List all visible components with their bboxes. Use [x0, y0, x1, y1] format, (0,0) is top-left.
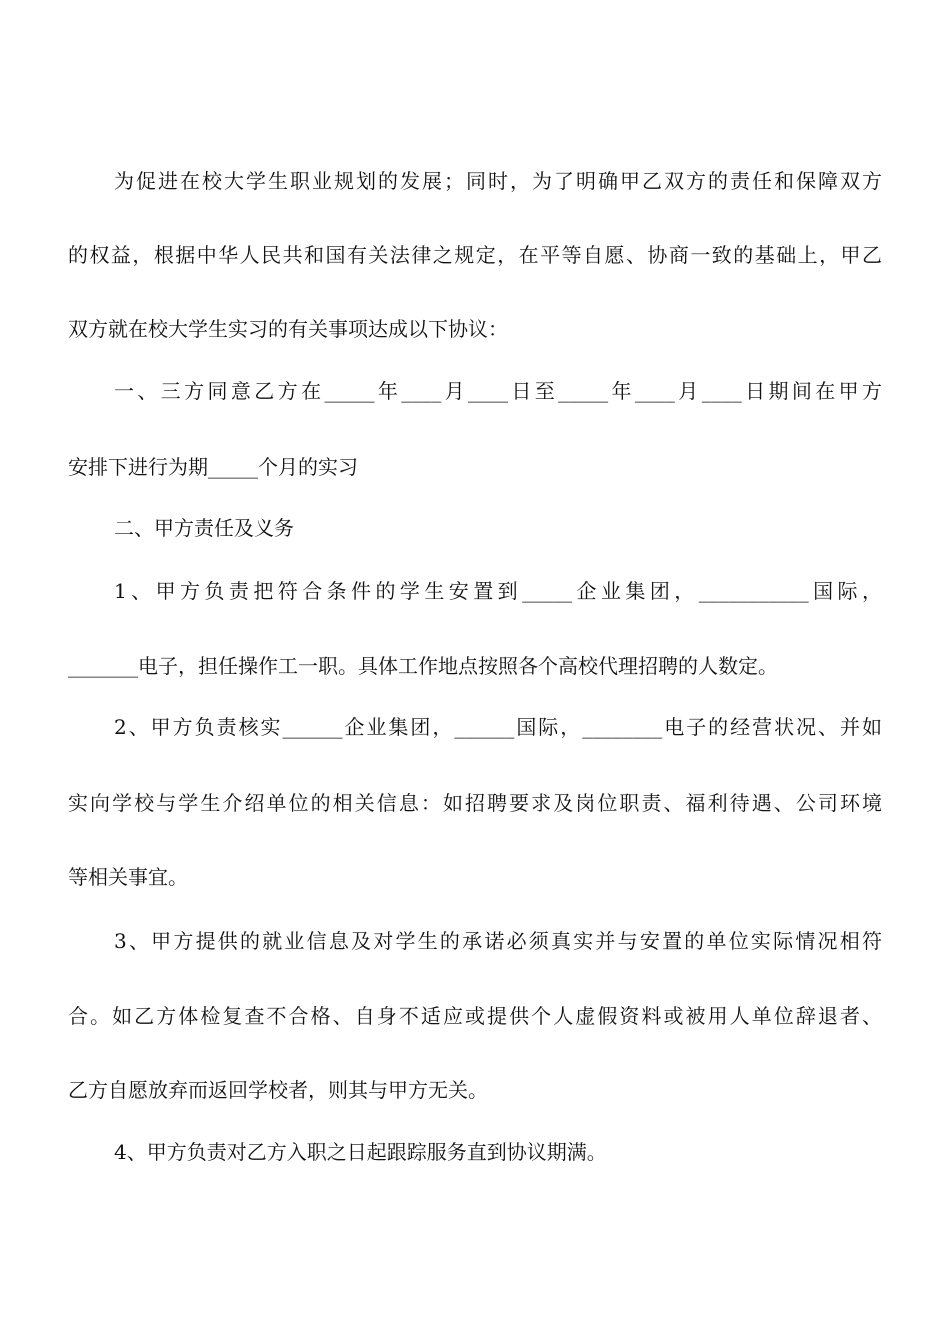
- item-3-line-1: 3、甲方提供的就业信息及对学生的承诺必须真实并与安置的单位实际情况相符: [114, 929, 882, 953]
- item-1-line-2: _______电子，担任操作工一职。具体工作地点按照各个高校代理招聘的人数定。: [68, 654, 778, 678]
- item-1-line-1: 1、甲方负责把符合条件的学生安置到_____企业集团，___________国际，: [114, 579, 882, 603]
- clause-1-line-2: 安排下进行为期_____个月的实习: [68, 455, 358, 479]
- clause-1-line-1: 一、三方同意乙方在_____年____月____日至_____年____月____日期间在甲方: [114, 379, 882, 403]
- item-3-line-2: 合。如乙方体检复查不合格、自身不适应或提供个人虚假资料或被用人单位辞退者、: [68, 1004, 882, 1028]
- item-4-line-1: 4、甲方负责对乙方入职之日起跟踪服务直到协议期满。: [114, 1140, 607, 1164]
- paragraph-intro-line-1: 为促进在校大学生职业规划的发展；同时，为了明确甲乙双方的责任和保障双方: [114, 169, 882, 193]
- item-2-line-2: 实向学校与学生介绍单位的相关信息：如招聘要求及岗位职责、福利待遇、公司环境: [68, 791, 882, 815]
- paragraph-intro-line-3: 双方就在校大学生实习的有关事项达成以下协议：: [68, 317, 508, 341]
- item-3-line-3: 乙方自愿放弃而返回学校者，则其与甲方无关。: [68, 1078, 488, 1102]
- item-2-line-1: 2、甲方负责核实______企业集团，______国际，________电子的经营状况、并如: [114, 715, 882, 739]
- paragraph-intro-line-2: 的权益，根据中华人民共和国有关法律之规定，在平等自愿、协商一致的基础上，甲乙: [68, 243, 882, 267]
- section-heading-party-a: 二、甲方责任及义务: [114, 516, 294, 540]
- item-2-line-3: 等相关事宜。: [68, 865, 188, 889]
